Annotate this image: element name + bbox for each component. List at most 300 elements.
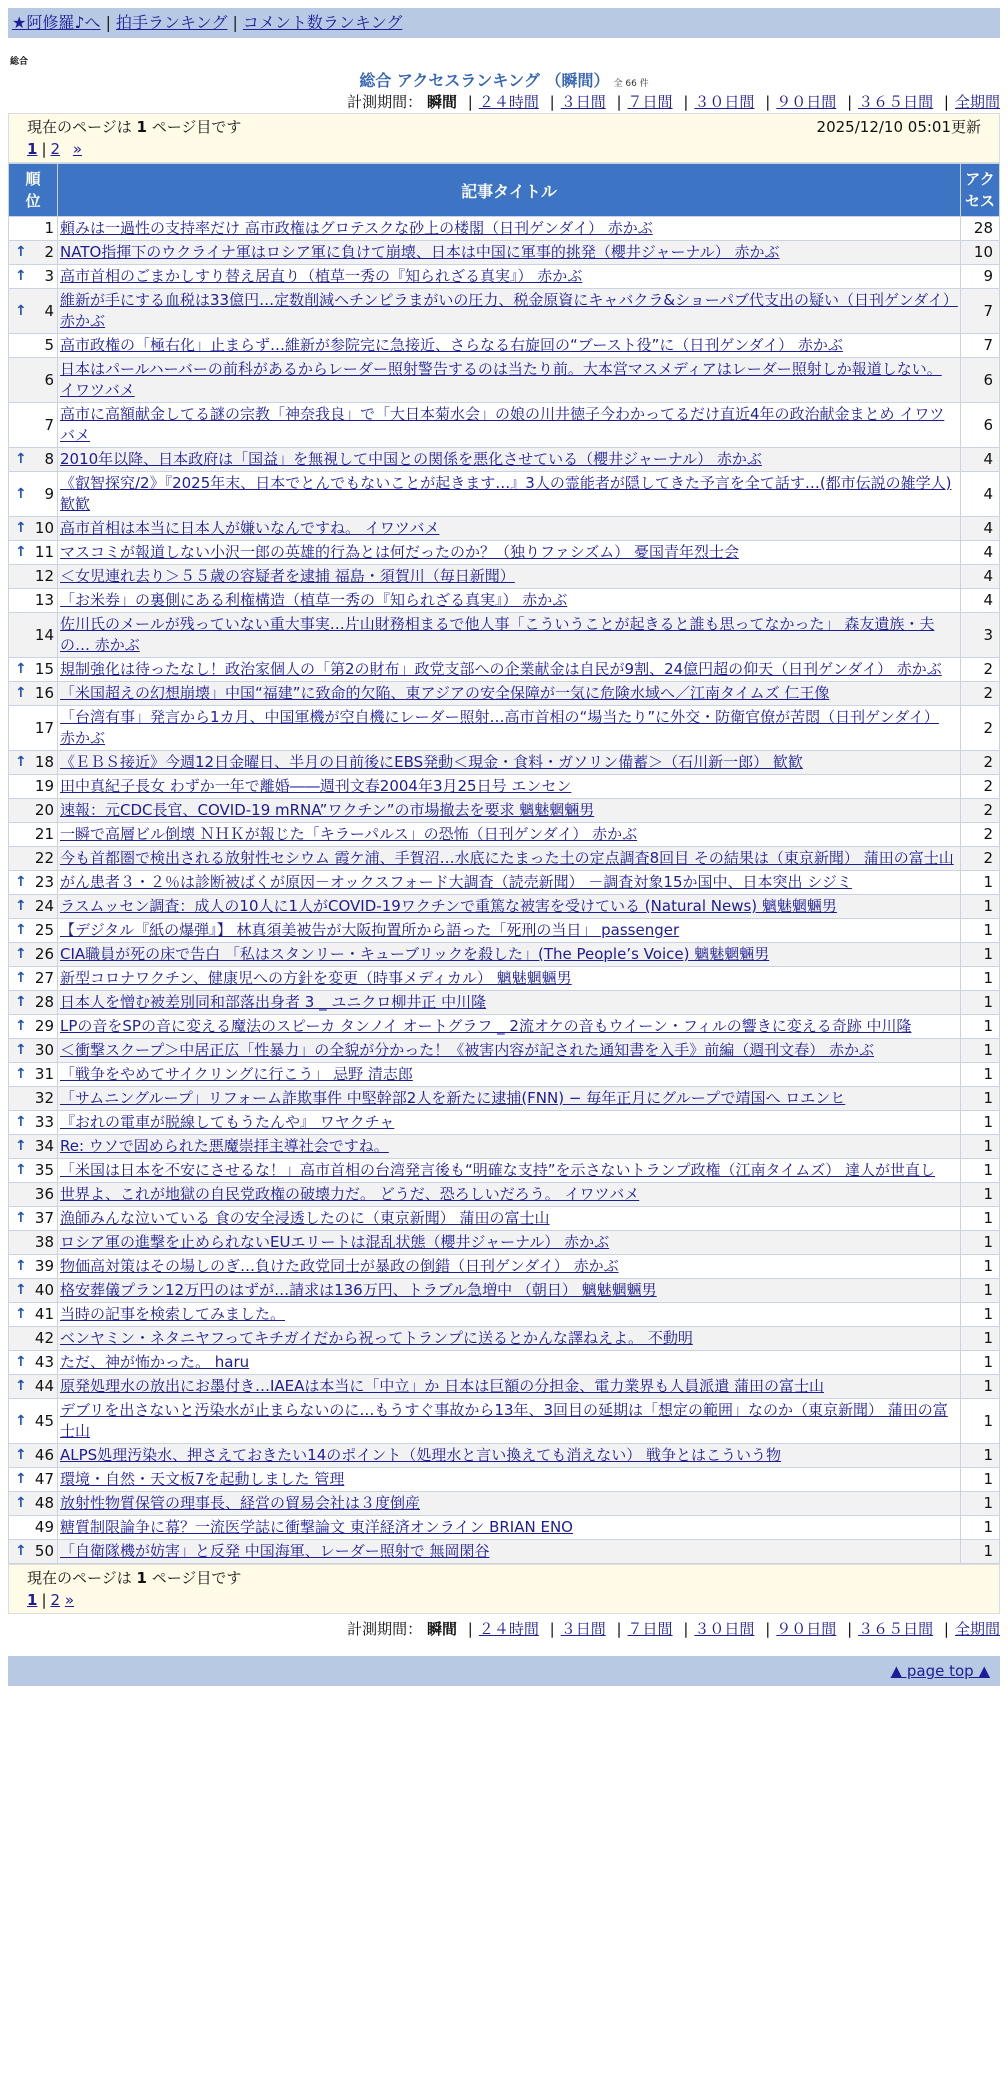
access-count: 2 xyxy=(961,799,1000,823)
rank-up-icon: ↑ xyxy=(15,1258,27,1274)
title-cell xyxy=(58,217,961,241)
period-30d[interactable]: ３０日間 xyxy=(694,1620,755,1638)
rank-number: 32 xyxy=(34,1089,54,1107)
rank-number: 7 xyxy=(44,415,54,434)
article-link[interactable]: 2010年以降、日本政府は「国益」を無視して中国との関係を悪化させている（櫻井ジャーナル） 赤かぶ xyxy=(60,450,762,468)
rank-up-icon: ↑ xyxy=(15,1447,27,1463)
table-row xyxy=(9,403,1000,448)
table-row xyxy=(9,1375,1000,1399)
rank-cell xyxy=(9,799,58,823)
rank-up-icon: ↑ xyxy=(15,544,27,560)
rank-up-icon: ↑ xyxy=(15,1282,27,1298)
article-link[interactable]: ベンヤミン・ネタニヤフってキチガイだから祝ってトランプに送るとかんな譯ねえよ。 不動明 xyxy=(60,1329,693,1347)
rank-up-icon: ↑ xyxy=(15,1162,27,1178)
article-link[interactable]: NATO指揮下のウクライナ軍はロシア軍に負けて崩壊、日本は中国に軍事的挑発（櫻井ジャーナル） 赤かぶ xyxy=(60,243,780,261)
access-count: 1 xyxy=(961,1159,1000,1183)
access-count: 1 xyxy=(961,967,1000,991)
title-cell xyxy=(58,334,961,358)
rank-up-icon: ↑ xyxy=(15,1495,27,1511)
period-all[interactable]: 全期間 xyxy=(954,1620,1000,1638)
table-row xyxy=(9,775,1000,799)
article-link[interactable]: 『おれの電車が脱線してもうたんや』 ワヤクチャ xyxy=(60,1113,395,1131)
period-current: 瞬間 xyxy=(426,1620,457,1638)
rank-number: 23 xyxy=(34,873,54,891)
page-1-link-bottom[interactable]: 1 xyxy=(27,1591,38,1609)
article-link[interactable]: 「サムニングループ」リフォーム詐欺事件 中堅幹部2人を新たに逮捕(FNN) − 毎年正月にグループで靖国へ ロエンヒ xyxy=(60,1089,846,1107)
title-cell xyxy=(58,706,961,751)
article-link[interactable]: ロシア軍の進撃を止められないEUエリートは混乱状態（櫻井ジャーナル） 赤かぶ xyxy=(60,1233,610,1251)
article-link[interactable]: 日本人を憎む被差別同和部落出身者 3 _ ユニクロ柳井正 中川隆 xyxy=(60,993,487,1011)
title-cell xyxy=(58,1207,961,1231)
article-link[interactable]: 速報：元CDC長官、COVID-19 mRNA”ワクチン”の市場撤去を要求 魑魅魍魎男 xyxy=(60,801,595,819)
table-row xyxy=(9,1135,1000,1159)
period-7d[interactable]: ７日間 xyxy=(627,1620,673,1638)
title-cell xyxy=(58,1111,961,1135)
article-link[interactable]: ただ、神が怖かった。 haru xyxy=(60,1353,250,1371)
rank-number: 49 xyxy=(34,1518,54,1536)
page-sep-space xyxy=(64,140,69,158)
rank-up-icon: ↑ xyxy=(15,1471,27,1487)
title-cell xyxy=(58,448,961,472)
rank-number: 28 xyxy=(34,993,54,1011)
access-count: 2 xyxy=(961,823,1000,847)
article-link[interactable]: 糖質制限論争に幕？一流医学誌に衝撃論文 東洋経済オンライン BRIAN ENO xyxy=(60,1518,573,1536)
clap-ranking-link[interactable]: 拍手ランキング xyxy=(115,13,228,32)
table-row xyxy=(9,1207,1000,1231)
table-row xyxy=(9,541,1000,565)
article-link[interactable]: 当時の記事を検索してみました。 xyxy=(60,1305,286,1323)
rank-cell xyxy=(9,403,58,448)
top-nav xyxy=(8,8,1000,38)
article-link[interactable]: 一瞬で高層ビル倒壊 ＮＨＫが報じた「キラーパルス」の恐怖（日刊ゲンダイ） 赤かぶ xyxy=(60,825,638,843)
rank-number: 27 xyxy=(34,969,54,987)
article-link[interactable]: 維新が手にする血税は33億円…定数削減ヘチンピラまがいの圧力、税金原資にキャバクラ&ショーパブ代支出の疑い（日刊ゲンダイ） 赤かぶ xyxy=(60,291,958,330)
period-90d[interactable]: ９０日間 xyxy=(776,1620,837,1638)
page-sep: | xyxy=(41,1591,47,1609)
rank-up-icon: ↑ xyxy=(15,485,27,502)
article-link[interactable]: 規制強化は待ったなし！政治家個人の「第2の財布」政党支部への企業献金は自民が9割、24億円超の仰天（日刊ゲンダイ） 赤かぶ xyxy=(60,660,942,678)
rank-number: 20 xyxy=(34,801,54,819)
access-count: 1 xyxy=(961,991,1000,1015)
article-link[interactable]: 物価高対策はその場しのぎ…負けた政党同士が暴政の倒錯（日刊ゲンダイ） 赤かぶ xyxy=(60,1257,619,1275)
rank-number: 43 xyxy=(34,1353,54,1371)
rank-number: 35 xyxy=(34,1161,54,1179)
access-count: 28 xyxy=(961,217,1000,241)
rank-cell xyxy=(9,472,58,517)
rank-number: 16 xyxy=(34,684,54,702)
rank-cell xyxy=(9,448,58,472)
title-cell xyxy=(58,472,961,517)
period-365d[interactable]: ３６５日間 xyxy=(858,1620,934,1638)
period-sep: | xyxy=(943,1620,949,1638)
section-label: 総合 xyxy=(10,57,29,67)
article-link[interactable]: 環境・自然・天文板7を起動しました 管理 xyxy=(60,1470,345,1488)
table-row xyxy=(9,1255,1000,1279)
table-row xyxy=(9,1015,1000,1039)
rank-cell xyxy=(9,1111,58,1135)
access-count: 1 xyxy=(961,1468,1000,1492)
access-count: 1 xyxy=(961,1207,1000,1231)
access-count: 1 xyxy=(961,919,1000,943)
period-3d[interactable]: ３日間 xyxy=(560,93,606,111)
article-link[interactable]: デブリを出さないと汚染水が止まらないのに…もうすぐ事故から13年、3回目の延期は「想定の範囲」なのか（東京新聞） 蒲田の富士山 xyxy=(60,1401,948,1440)
article-link[interactable]: CIA職員が死の床で告白 「私はスタンリー・キューブリックを殺した」(The People’s Voice) 魑魅魍魎男 xyxy=(60,945,770,963)
rank-number: 42 xyxy=(34,1329,54,1347)
rank-number: 36 xyxy=(34,1185,54,1203)
table-row xyxy=(9,847,1000,871)
table-row xyxy=(9,265,1000,289)
page-text-prefix: 現在のページは xyxy=(27,118,137,136)
rank-up-icon: ↑ xyxy=(15,898,27,914)
table-row xyxy=(9,1231,1000,1255)
rank-cell xyxy=(9,1399,58,1444)
period-label: 計測期間： xyxy=(347,1620,423,1638)
title-cell xyxy=(58,1039,961,1063)
rank-cell xyxy=(9,1516,58,1540)
access-count: 7 xyxy=(961,289,1000,334)
rank-cell xyxy=(9,541,58,565)
rank-up-icon: ↑ xyxy=(15,520,27,536)
access-count: 4 xyxy=(961,517,1000,541)
access-count: 2 xyxy=(961,751,1000,775)
rank-cell xyxy=(9,265,58,289)
period-sep: | xyxy=(683,1620,689,1638)
article-link[interactable]: 原発処理水の放出にお墨付き…IAEAは本当に「中立」か 日本は巨額の分担金、電力業界も人員派遣 蒲田の富士山 xyxy=(60,1377,824,1395)
rank-cell xyxy=(9,871,58,895)
article-link[interactable]: 《ＥＢＳ接近》今週12日金曜日、半月の日前後にEBS発動＜現金・食料・ガソリン備蓄＞（石川新一郎） 歓歓 xyxy=(60,753,803,771)
rank-up-icon: ↑ xyxy=(15,661,27,677)
rank-cell xyxy=(9,1468,58,1492)
article-link[interactable]: 高市首相は本当に日本人が嫌いなんですね。 イワツバメ xyxy=(60,519,440,537)
period-7d[interactable]: ７日間 xyxy=(627,93,673,111)
title-cell xyxy=(58,358,961,403)
title-cell xyxy=(58,1492,961,1516)
rank-cell xyxy=(9,1540,58,1564)
access-count: 6 xyxy=(961,403,1000,448)
rank-cell xyxy=(9,895,58,919)
access-count: 10 xyxy=(961,241,1000,265)
asyura-home-link[interactable]: ★阿修羅♪へ xyxy=(12,13,101,32)
rank-cell xyxy=(9,751,58,775)
period-all[interactable]: 全期間 xyxy=(954,93,1000,111)
rank-number: 14 xyxy=(34,625,54,644)
rank-cell xyxy=(9,1303,58,1327)
page-2-link[interactable]: 2 xyxy=(50,140,61,158)
article-link[interactable]: 高市に高額献金してる謎の宗教「神奈我良」で「大日本菊水会」の娘の川井徳子今わかってるだけ直近4年の政治献金まとめ イワツバメ xyxy=(60,405,945,444)
next-page-link[interactable]: » xyxy=(72,140,83,158)
rank-number: 48 xyxy=(34,1494,54,1512)
table-row xyxy=(9,1351,1000,1375)
title-cell xyxy=(58,1540,961,1564)
period-24h[interactable]: ２４時間 xyxy=(478,1620,539,1638)
period-sep: | xyxy=(765,93,771,111)
table-row xyxy=(9,871,1000,895)
rank-cell xyxy=(9,334,58,358)
table-row xyxy=(9,1111,1000,1135)
table-row xyxy=(9,967,1000,991)
rank-number: 47 xyxy=(34,1470,54,1488)
article-link[interactable]: ＜衝撃スクープ＞中居正広「性暴力」の全貌が分かった！《被害内容が記された通知書を入手》前編（週刊文春） 赤かぶ xyxy=(60,1041,875,1059)
page-top-link[interactable]: ▲ page top ▲ xyxy=(890,1662,990,1680)
article-link[interactable]: 【デジタル『紙の爆弾』】 林真須美被告が大阪拘置所から語った「死刑の当日」 passenger xyxy=(60,921,680,939)
period-sep: | xyxy=(549,93,555,111)
table-row xyxy=(9,358,1000,403)
rank-up-icon: ↑ xyxy=(15,1378,27,1394)
rank-number: 5 xyxy=(44,336,54,354)
title-cell xyxy=(58,289,961,334)
rank-cell xyxy=(9,1183,58,1207)
rank-cell xyxy=(9,775,58,799)
table-row xyxy=(9,895,1000,919)
table-row xyxy=(9,334,1000,358)
access-count: 1 xyxy=(961,1303,1000,1327)
access-count: 1 xyxy=(961,1087,1000,1111)
nav-separator: | xyxy=(232,13,238,32)
title-cell xyxy=(58,991,961,1015)
period-3d[interactable]: ３日間 xyxy=(560,1620,606,1638)
access-header xyxy=(961,164,1000,217)
rank-number: 10 xyxy=(34,519,54,537)
title-cell xyxy=(58,589,961,613)
rank-up-icon: ↑ xyxy=(15,268,27,284)
title-cell xyxy=(58,799,961,823)
access-count: 1 xyxy=(961,1399,1000,1444)
title-cell xyxy=(58,565,961,589)
period-90d[interactable]: ９０日間 xyxy=(776,93,837,111)
access-count: 1 xyxy=(961,1135,1000,1159)
article-link[interactable]: 日本はパールハーバーの前科があるからレーダー照射警告するのは当たり前。大本営マスメディアはレーダー照射しか報道しない。 イワツバメ xyxy=(60,360,942,399)
period-current: 瞬間 xyxy=(426,93,457,111)
access-count: 1 xyxy=(961,871,1000,895)
rank-cell xyxy=(9,1063,58,1087)
table-row xyxy=(9,1540,1000,1564)
article-link[interactable]: 高市政権の「極右化」止まらず…維新が参院完に急接近、さらなる右旋回の“ブースト役”に（日刊ゲンダイ） 赤かぶ xyxy=(60,336,843,354)
rank-number: 40 xyxy=(34,1281,54,1299)
rank-number: 33 xyxy=(34,1113,54,1131)
title-cell xyxy=(58,1183,961,1207)
title-cell xyxy=(58,1063,961,1087)
article-link[interactable]: LPの音をSPの音に変える魔法のスピーカ タンノイ オートグラフ _ 2流オケの音もウイーン・フィルの響きに変える奇跡 中川隆 xyxy=(60,1017,912,1035)
title-cell xyxy=(58,919,961,943)
access-count: 4 xyxy=(961,448,1000,472)
article-link[interactable]: 新型コロナワクチン、健康児への方針を変更（時事メディカル） 魑魅魍魎男 xyxy=(60,969,572,987)
page-text-suffix: ページ目です xyxy=(146,1569,242,1587)
period-365d[interactable]: ３６５日間 xyxy=(858,93,934,111)
access-count: 4 xyxy=(961,589,1000,613)
rank-number: 45 xyxy=(34,1411,54,1430)
rank-up-icon: ↑ xyxy=(15,946,27,962)
rank-up-icon: ↑ xyxy=(15,1138,27,1154)
access-count: 4 xyxy=(961,541,1000,565)
rank-up-icon: ↑ xyxy=(15,685,27,701)
page-title-text: 総合 アクセスランキング （瞬間） xyxy=(359,71,610,90)
current-page-number: 1 xyxy=(136,118,147,136)
page-2-link-bottom[interactable]: 2 xyxy=(50,1591,61,1609)
article-link[interactable]: 「米国は日本を不安にさせるな！」高市首相の台湾発言後も“明確な支持”を示さないトランプ政権（江南タイムズ） 達人が世直し xyxy=(60,1161,936,1179)
rank-cell xyxy=(9,1039,58,1063)
rank-number: 15 xyxy=(34,660,54,678)
title-cell xyxy=(58,1159,961,1183)
current-page-text xyxy=(27,116,241,138)
table-row xyxy=(9,613,1000,658)
current-page-text-bottom xyxy=(27,1567,981,1589)
period-24h[interactable]: ２４時間 xyxy=(478,93,539,111)
rank-cell xyxy=(9,1327,58,1351)
access-count: 1 xyxy=(961,1015,1000,1039)
table-row xyxy=(9,991,1000,1015)
period-sep: | xyxy=(683,93,689,111)
article-link[interactable]: マスコミが報道しない小沢一郎の英雄的行為とは何だったのか？（独りファシズム） 憂国青年烈士会 xyxy=(60,543,740,561)
article-link[interactable]: 格安葬儀プラン12万円のはずが…請求は136万円、トラブル急増中 （朝日） 魑魅魍魎男 xyxy=(60,1281,657,1299)
rank-number: 22 xyxy=(34,849,54,867)
rank-cell xyxy=(9,589,58,613)
next-page-link-bottom[interactable]: » xyxy=(64,1591,75,1609)
rank-cell xyxy=(9,1255,58,1279)
article-link[interactable]: 《叡智探究/2》『2025年末、日本でとんでもないことが起きます…』3人の霊能者が隠してきた予言を全て話す…(都市伝説の雑学人) 歓歓 xyxy=(60,474,952,513)
article-link[interactable]: 世界よ、これが地獄の自民党政権の破壊力だ。 どうだ、恐ろしいだろう。 イワツバメ xyxy=(60,1185,640,1203)
rank-up-icon: ↑ xyxy=(15,1114,27,1130)
title-cell xyxy=(58,517,961,541)
title-cell xyxy=(58,775,961,799)
access-count: 1 xyxy=(961,1492,1000,1516)
table-row xyxy=(9,1303,1000,1327)
table-row xyxy=(9,517,1000,541)
rank-up-icon: ↑ xyxy=(15,1543,27,1559)
title-cell xyxy=(58,1399,961,1444)
title-cell xyxy=(58,541,961,565)
access-count: 9 xyxy=(961,265,1000,289)
access-count: 4 xyxy=(961,565,1000,589)
article-link[interactable]: 放射性物質保管の理事長、経営の貿易会社は３度倒産 xyxy=(60,1494,421,1512)
rank-number: 19 xyxy=(34,777,54,795)
article-link[interactable]: がん患者３・２％は診断被ばくが原因－オックスフォード大調査（読売新聞） －調査対象15か国中、日本突出 シジミ xyxy=(60,873,852,891)
access-count: 1 xyxy=(961,943,1000,967)
table-row xyxy=(9,1468,1000,1492)
article-link[interactable]: 田中真紀子長女 わずか一年で離婚――週刊文春2004年3月25日号 エンセン xyxy=(60,777,572,795)
rank-cell xyxy=(9,1231,58,1255)
title-cell xyxy=(58,1087,961,1111)
access-count: 1 xyxy=(961,1375,1000,1399)
pager-bottom xyxy=(8,1564,1000,1614)
rank-up-icon: ↑ xyxy=(15,1354,27,1370)
article-link[interactable]: 「台湾有事」発言から1カ月、中国軍機が空自機にレーダー照射…高市首相の“場当たり”に外交・防衛官僚が苦悶（日刊ゲンダイ） 赤かぶ xyxy=(60,708,939,747)
comment-ranking-link[interactable]: コメント数ランキング xyxy=(242,13,403,32)
period-sep: | xyxy=(847,1620,853,1638)
article-link[interactable]: 今も首都圏で検出される放射性セシウム 霞ケ浦、手賀沼…水底にたまった土の定点調査8回目 その結果は（東京新聞） 蒲田の富士山 xyxy=(60,849,954,867)
rank-number: 13 xyxy=(34,591,54,609)
page-text-suffix: ページ目です xyxy=(146,118,242,136)
period-sep: | xyxy=(616,1620,622,1638)
table-row xyxy=(9,565,1000,589)
rank-cell xyxy=(9,1135,58,1159)
rank-cell xyxy=(9,847,58,871)
article-link[interactable]: 佐川氏のメールが残っていない重大事実…片山財務相まるで他人事「こういうことが起きると誰も思ってなかった」 森友遺族・夫の… 赤かぶ xyxy=(60,615,935,654)
rank-number: 24 xyxy=(34,897,54,915)
rank-up-icon: ↑ xyxy=(15,451,27,467)
access-count: 2 xyxy=(961,706,1000,751)
title-cell xyxy=(58,241,961,265)
rank-cell xyxy=(9,658,58,682)
access-count: 1 xyxy=(961,1279,1000,1303)
rank-cell xyxy=(9,967,58,991)
title-cell xyxy=(58,751,961,775)
table-row xyxy=(9,1492,1000,1516)
title-cell xyxy=(58,1303,961,1327)
access-count: 1 xyxy=(961,1255,1000,1279)
title-cell xyxy=(58,1279,961,1303)
table-row xyxy=(9,682,1000,706)
page-1-link[interactable]: 1 xyxy=(27,140,38,158)
article-link[interactable]: ALPS処理汚染水、押さえておきたい14のポイント（処理水と言い換えても消えない） 戦争とはこういう物 xyxy=(60,1446,782,1464)
rank-number: 46 xyxy=(34,1446,54,1464)
rank-cell xyxy=(9,1492,58,1516)
rank-number: 6 xyxy=(44,370,54,389)
title-cell xyxy=(58,682,961,706)
period-30d[interactable]: ３０日間 xyxy=(694,93,755,111)
title-cell xyxy=(58,943,961,967)
rank-number: 1 xyxy=(44,219,54,237)
title-cell xyxy=(58,895,961,919)
table-row xyxy=(9,1327,1000,1351)
table-row xyxy=(9,919,1000,943)
rank-up-icon: ↑ xyxy=(15,922,27,938)
access-count: 2 xyxy=(961,682,1000,706)
rank-up-icon: ↑ xyxy=(15,1306,27,1322)
article-link[interactable]: 高市首相のごまかしすり替え居直り（植草一秀の『知られざる真実』） 赤かぶ xyxy=(60,267,583,285)
access-count: 2 xyxy=(961,847,1000,871)
table-row xyxy=(9,241,1000,265)
rank-up-icon: ↑ xyxy=(15,1042,27,1058)
title-cell xyxy=(58,613,961,658)
table-row xyxy=(9,751,1000,775)
rank-cell xyxy=(9,682,58,706)
article-link[interactable]: 「米国超えの幻想崩壊」中国“福建”に致命的欠陥、東アジアの安全保障が一気に危険水域へ／江南タイムズ 仁王像 xyxy=(60,684,830,702)
rank-number: 38 xyxy=(34,1233,54,1251)
rank-up-icon: ↑ xyxy=(15,1412,27,1429)
table-row xyxy=(9,658,1000,682)
article-link[interactable]: 「お米券」の裏側にある利権構造（植草一秀の『知られざる真実』） 赤かぶ xyxy=(60,591,568,609)
rank-up-icon: ↑ xyxy=(15,970,27,986)
title-cell xyxy=(58,1468,961,1492)
article-link[interactable]: ラスムッセン調査：成人の10人に1人がCOVID-19ワクチンで重篤な被害を受けている (Natural News) 魑魅魍魎男 xyxy=(60,897,837,915)
period-sep: | xyxy=(765,1620,771,1638)
access-count: 6 xyxy=(961,358,1000,403)
rank-cell xyxy=(9,613,58,658)
title-cell xyxy=(58,1231,961,1255)
article-link[interactable]: 漁師みんな泣いている 食の安全浸透したのに（東京新聞） 蒲田の富士山 xyxy=(60,1209,550,1227)
rank-number: 21 xyxy=(34,825,54,843)
table-row xyxy=(9,448,1000,472)
rank-number: 8 xyxy=(44,450,54,468)
rank-number: 11 xyxy=(34,543,54,561)
access-count: 4 xyxy=(961,472,1000,517)
article-link[interactable]: 頼みは一過性の支持率だけ 高市政権はグロテスクな砂上の楼閣（日刊ゲンダイ） 赤かぶ xyxy=(60,219,653,237)
table-row xyxy=(9,1399,1000,1444)
access-count: 1 xyxy=(961,1351,1000,1375)
article-link[interactable]: Re: ウソで固められた悪魔崇拝主導社会ですね。 xyxy=(60,1137,389,1155)
article-link[interactable]: ＜女児連れ去り＞５５歳の容疑者を逮捕 福島・須賀川（毎日新聞） xyxy=(60,567,515,585)
rank-up-icon: ↑ xyxy=(15,1210,27,1226)
access-count: 1 xyxy=(961,1540,1000,1564)
rank-cell xyxy=(9,823,58,847)
article-link[interactable]: 「自衛隊機が妨害」と反発 中国海軍、レーダー照射で 無岡閑谷 xyxy=(60,1542,490,1560)
title-cell xyxy=(58,1255,961,1279)
rank-number: 44 xyxy=(34,1377,54,1395)
article-link[interactable]: 「戦争をやめてサイクリングに行こう」 忌野 清志郎 xyxy=(60,1065,413,1083)
access-count: 1 xyxy=(961,1111,1000,1135)
rank-header-text: 順位 xyxy=(25,170,41,210)
nav-separator: | xyxy=(105,13,111,32)
